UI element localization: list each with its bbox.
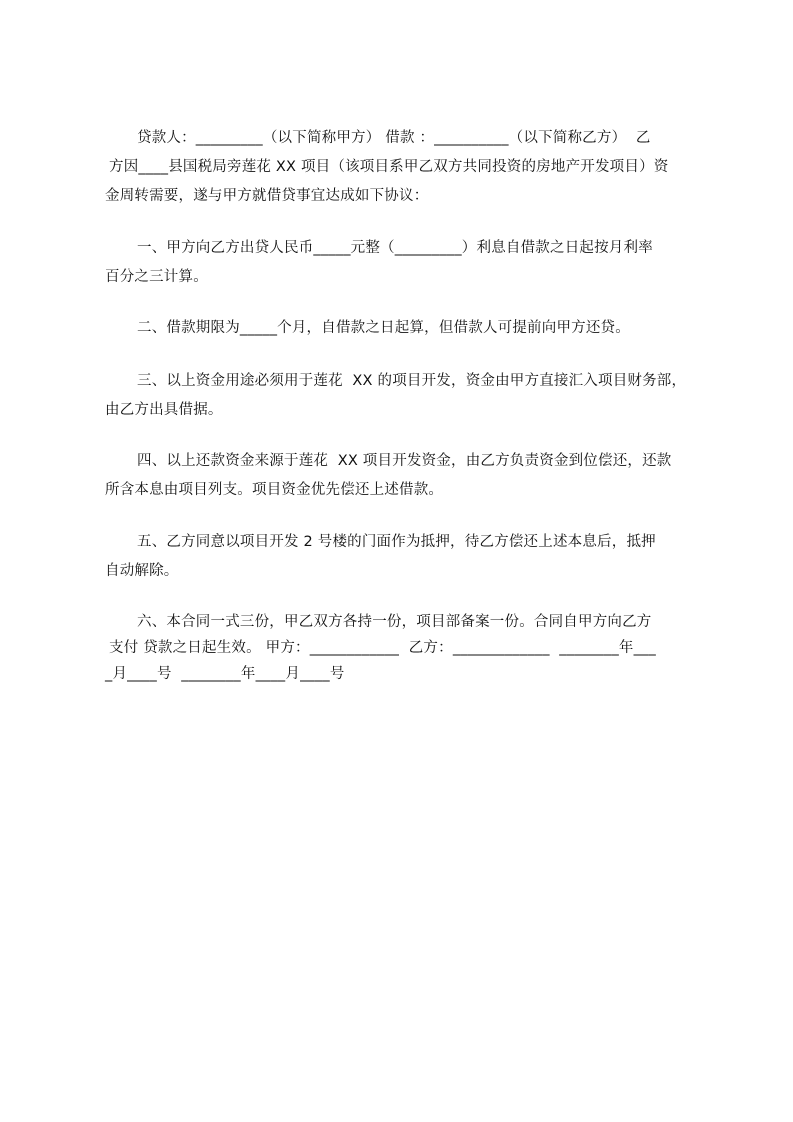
clause-5-line-1: 五、乙方同意以项目开发 2 号楼的门面作为抵押，待乙方偿还上述本息后，抵押 bbox=[137, 534, 656, 550]
clause-4-line-2: 所含本息由项目列支。项目资金优先偿还上述借款。 bbox=[105, 482, 444, 498]
clause-4-line-1: 四、以上还款资金来源于莲花 XX 项目开发资金，由乙方负责资金到位偿还，还款 bbox=[137, 453, 672, 469]
clause-5-line-2: 自动解除。 bbox=[105, 563, 179, 579]
clause-3-line-1: 三、以上资金用途必须用于莲花 XX 的项目开发，资金由甲方直接汇入项目财务部， bbox=[137, 373, 687, 389]
clause-3-line-2: 由乙方出具借据。 bbox=[105, 402, 223, 418]
clause-2-line-1: 二、借款期限为_____个月，自借款之日起算，但借款人可提前向甲方还贷。 bbox=[137, 320, 630, 336]
intro-line-3: 金周转需要，遂与甲方就借贷事宜达成如下协议： bbox=[105, 188, 429, 204]
intro-line-1: 贷款人：_________（以下简称甲方） 借款 ：__________（以下简称乙方） 乙 bbox=[137, 130, 651, 146]
clause-6-line-2: 支付 贷款之日起生效。 甲方：____________ 乙方：_____________ ________年___ bbox=[109, 640, 656, 656]
clause-1-line-1: 一、甲方向乙方出贷人民币_____元整（_________）利息自借款之日起按月利率 bbox=[137, 240, 653, 256]
clause-6-line-3: _月____号 ________年____月____号 bbox=[105, 666, 345, 682]
intro-line-2: 方因____县国税局旁莲花 XX 项目（该项目系甲乙双方共同投资的房地产开发项目）资 bbox=[109, 159, 669, 175]
clause-6-line-1: 六、本合同一式三份，甲乙双方各持一份，项目部备案一份。合同自甲方向乙方 bbox=[137, 614, 652, 630]
clause-1-line-2: 百分之三计算。 bbox=[105, 269, 208, 285]
